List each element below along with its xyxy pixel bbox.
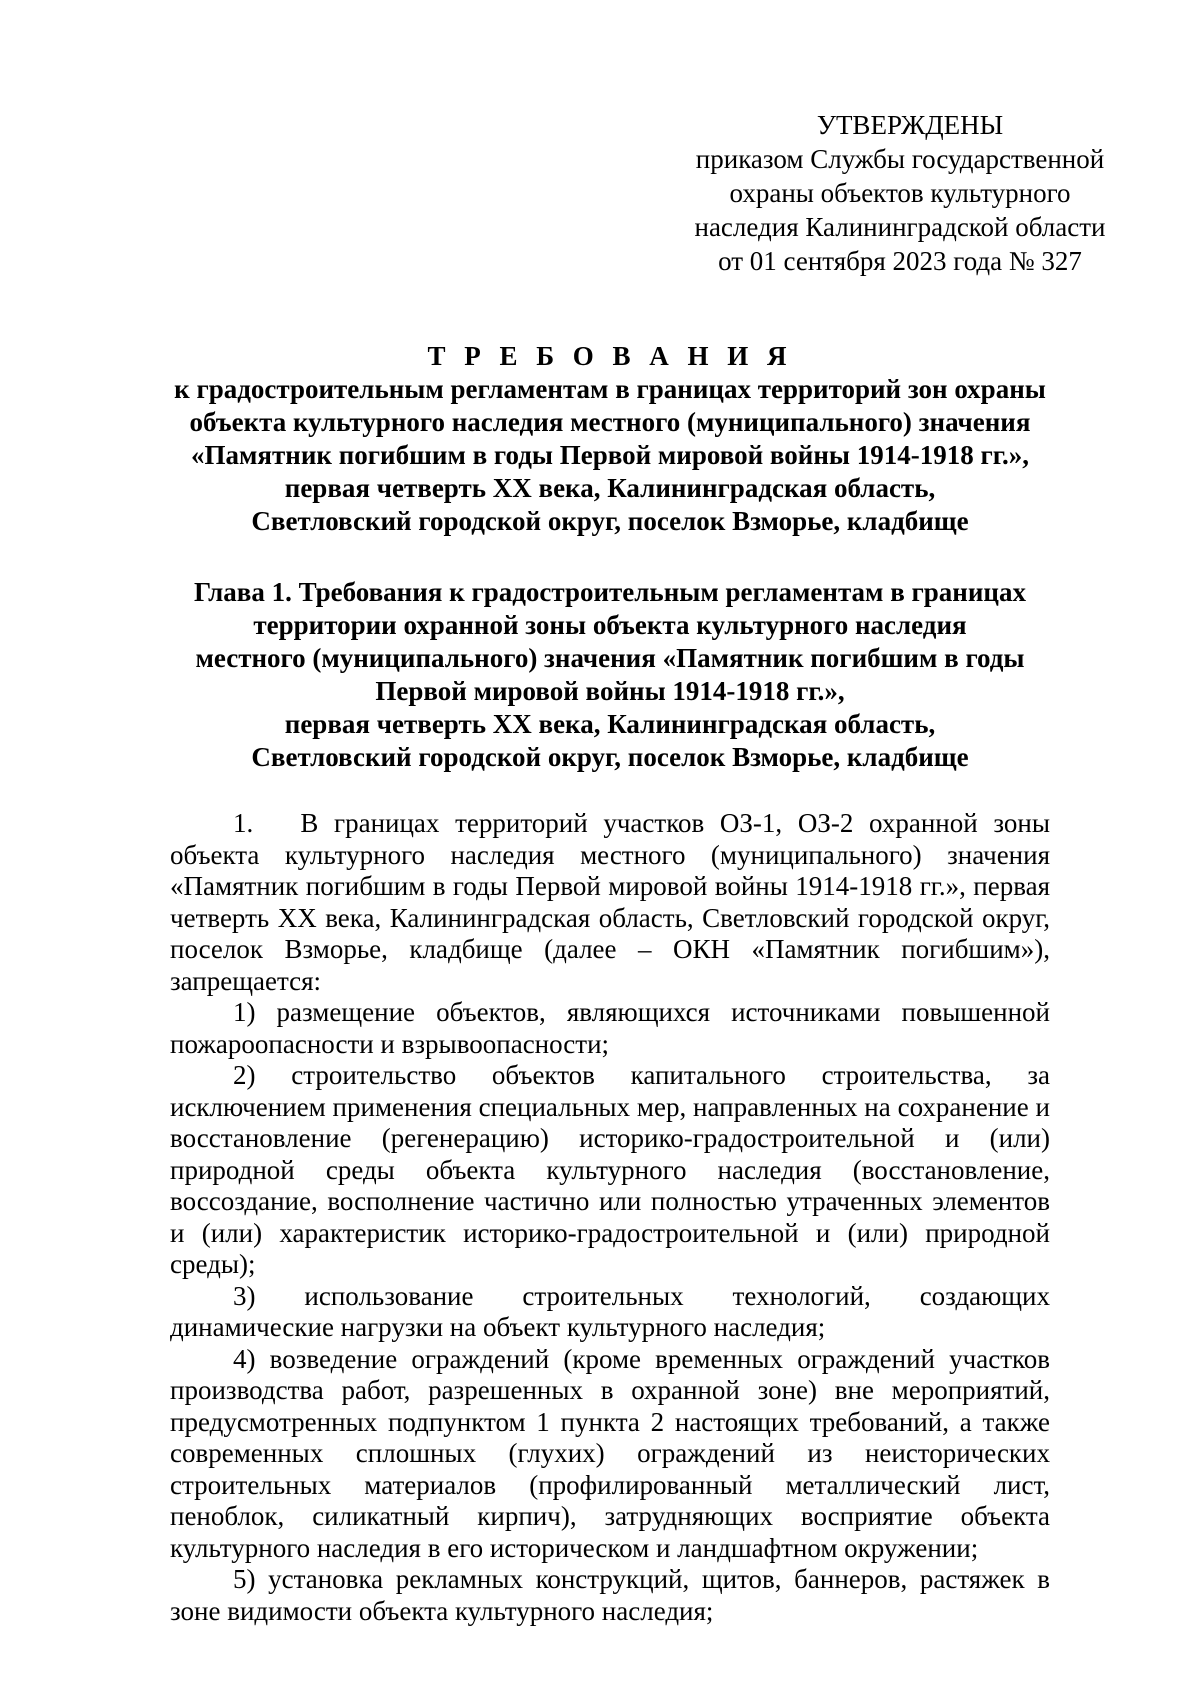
subitem-4: 4) возведение ограждений (кроме временных ограждений участков производства работ, разрешенных в охранной зоне) вне мероприятий, предусмотренных подпунктом 1 пункта 2 настоящих требований, а также современных сплошных (глухих) ограждений из неисторических строительных материалов (профилированный металлический лист, пеноблок, силикатный кирпич), затрудняющих восприятие объекта культурного наследия в его историческом и ландшафтном окружении;	[170, 1343, 1050, 1563]
approval-line: охраны объектов культурного	[729, 178, 1071, 208]
paragraph-1: 1. В границах территорий участков ОЗ-1, ОЗ-2 охранной зоны объекта культурного наследия местного (муниципального) значения «Памятник погибшим в годы Первой мировой войны 1914-1918 гг.», первая четверть XX века, Калининградская область, Светловский городской округ, поселок Взморье, кладбище (далее – ОКН «Памятник погибшим»), запрещается:	[170, 808, 1050, 996]
subitem-5: 5) установка рекламных конструкций, щитов, баннеров, растяжек в зоне видимости объекта культурного наследия;	[170, 1564, 1050, 1626]
subitem-2: 2) строительство объектов капитального строительства, за исключением применения специальных мер, направленных на сохранение и восстановление (регенерацию) историко-градостроительной и (или) природной среды объекта культурного наследия (восстановление, воссоздание, восполнение частично или полностью утраченных элементов и (или) характеристик историко-градостроительной и (или) природной среды);	[170, 1060, 1050, 1279]
approval-line: наследия Калининградской области	[694, 212, 1106, 242]
chapter-line: первая четверть XX века, Калининградская область,	[284, 709, 936, 739]
approval-date-line: от 01 сентября 2023 года № 327	[718, 246, 1082, 276]
chapter-line: Первой мировой войны 1914-1918 гг.»,	[375, 676, 845, 706]
approval-heading: УТВЕРЖДЕНЫ	[816, 110, 1004, 140]
title-line: «Памятник погибшим в годы Первой мировой войны 1914-1918 гг.»,	[191, 440, 1029, 470]
title-line: первая четверть XX века, Калининградская область,	[284, 473, 936, 503]
chapter-line: территории охранной зоны объекта культурного наследия	[253, 610, 967, 640]
approval-stamp	[660, 108, 1140, 278]
body-text	[170, 808, 1050, 1627]
title-line: объекта культурного наследия местного (муниципального) значения	[189, 407, 1031, 437]
title-line: к градостроительным регламентам в границах территорий зон охраны	[174, 374, 1046, 404]
chapter-line: местного (муниципального) значения «Памятник погибшим в годы	[195, 643, 1025, 673]
chapter-line: Светловский городской округ, поселок Взморье, кладбище	[251, 742, 969, 772]
subitem-3: 3) использование строительных технологий, создающих динамические нагрузки на объект культурного наследия;	[170, 1280, 1050, 1342]
document-title	[170, 340, 1050, 538]
chapter-line: Глава 1. Требования к градостроительным регламентам в границах	[194, 577, 1026, 607]
subitem-1: 1) размещение объектов, являющихся источниками повышенной пожароопасности и взрывоопасности;	[170, 997, 1050, 1059]
title-line: Светловский городской округ, поселок Взморье, кладбище	[251, 506, 969, 536]
chapter-heading	[170, 576, 1050, 774]
title-word: Т Р Е Б О В А Н И Я	[427, 341, 793, 371]
approval-line: приказом Службы государственной	[695, 144, 1105, 174]
